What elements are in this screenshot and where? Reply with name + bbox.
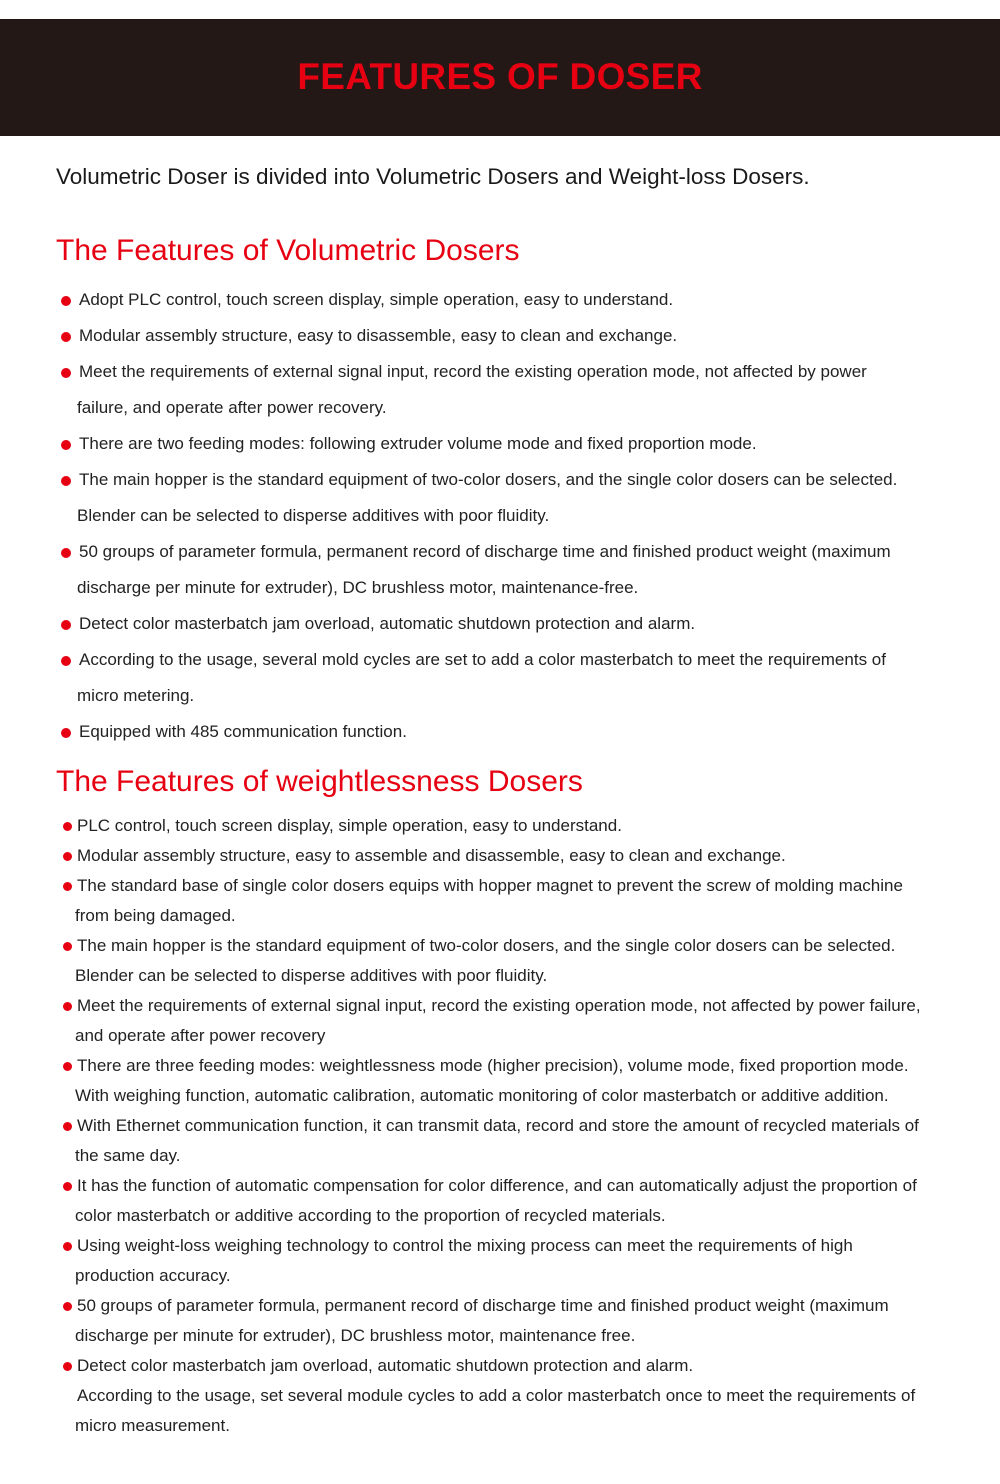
intro-text: Volumetric Doser is divided into Volumetric Dosers and Weight-loss Dosers. <box>56 164 810 189</box>
volumetric-feature-item-text: Equipped with 485 communication function. <box>79 722 407 741</box>
weightless-feature-item <box>60 991 980 1051</box>
weightless-feature-item-text: With weighing function, automatic calibration, automatic monitoring of color masterbatch or additive addition. <box>75 1086 889 1105</box>
weightless-feature-item <box>60 1111 980 1171</box>
bullet-icon <box>61 368 71 378</box>
volumetric-feature-item <box>58 714 978 750</box>
weightless-feature-list <box>60 811 980 1441</box>
volumetric-feature-item-text: Detect color masterbatch jam overload, automatic shutdown protection and alarm. <box>79 614 696 633</box>
volumetric-feature-item-text: micro metering. <box>77 686 195 705</box>
header-banner <box>0 19 1000 136</box>
weightless-feature-item-text: and operate after power recovery <box>75 1026 326 1045</box>
bullet-icon <box>61 296 71 306</box>
weightless-feature-item-text: There are three feeding modes: weightlessness mode (higher precision), volume mode, fixed proportion mode. <box>77 1056 909 1075</box>
volumetric-feature-item-text: Blender can be selected to disperse additives with poor fluidity. <box>77 506 550 525</box>
bullet-icon <box>61 728 71 738</box>
weightless-feature-item <box>60 1381 980 1441</box>
volumetric-feature-item-text: 50 groups of parameter formula, permanent record of discharge time and finished product weight (maximum <box>79 542 891 561</box>
weightless-feature-item-text: discharge per minute for extruder), DC brushless motor, maintenance free. <box>75 1326 636 1345</box>
volumetric-feature-item <box>58 462 978 534</box>
bullet-icon <box>63 1182 72 1191</box>
weightless-feature-item <box>60 1171 980 1231</box>
weightless-feature-item-text: color masterbatch or additive according to the proportion of recycled materials. <box>75 1206 666 1225</box>
volumetric-feature-item <box>58 606 978 642</box>
weightless-heading: The Features of weightlessness Dosers <box>56 765 583 798</box>
volumetric-feature-item-text: There are two feeding modes: following extruder volume mode and fixed proportion mode. <box>79 434 757 453</box>
weightless-feature-item <box>60 1351 980 1381</box>
volumetric-feature-item <box>58 282 978 318</box>
weightless-feature-item-text: Detect color masterbatch jam overload, automatic shutdown protection and alarm. <box>77 1356 694 1375</box>
bullet-icon <box>63 1302 72 1311</box>
volumetric-feature-item <box>58 354 978 426</box>
volumetric-feature-item <box>58 534 978 606</box>
bullet-icon <box>61 332 71 342</box>
weightless-feature-item-text: Meet the requirements of external signal input, record the existing operation mode, not affected by power failure, <box>77 996 921 1015</box>
weightless-feature-item-text: micro measurement. <box>75 1416 230 1435</box>
bullet-icon <box>63 822 72 831</box>
weightless-feature-item-text: Modular assembly structure, easy to assemble and disassemble, easy to clean and exchange. <box>77 846 786 865</box>
bullet-icon <box>61 656 71 666</box>
volumetric-feature-item-text: Adopt PLC control, touch screen display, simple operation, easy to understand. <box>79 290 674 309</box>
volumetric-feature-item <box>58 642 978 714</box>
volumetric-feature-item-text: Meet the requirements of external signal input, record the existing operation mode, not affected by power <box>79 362 867 381</box>
weightless-feature-item-text: The standard base of single color dosers equips with hopper magnet to prevent the screw of molding machine <box>77 876 903 895</box>
weightless-feature-item-text: The main hopper is the standard equipment of two-color dosers, and the single color dosers can be selected. <box>77 936 896 955</box>
weightless-feature-item <box>60 931 980 991</box>
volumetric-feature-item-text: According to the usage, several mold cycles are set to add a color masterbatch to meet the requirements of <box>79 650 886 669</box>
weightless-feature-item <box>60 1231 980 1291</box>
volumetric-feature-item <box>58 426 978 462</box>
bullet-icon <box>63 852 72 861</box>
bullet-icon <box>63 1062 72 1071</box>
weightless-feature-item <box>60 1291 980 1351</box>
bullet-icon <box>63 1122 72 1131</box>
bullet-icon <box>61 620 71 630</box>
weightless-feature-item-text: According to the usage, set several module cycles to add a color masterbatch once to meet the requirements of <box>77 1386 916 1405</box>
volumetric-feature-item-text: failure, and operate after power recovery. <box>77 398 387 417</box>
weightless-feature-item-text: Using weight-loss weighing technology to control the mixing process can meet the requirements of high <box>77 1236 853 1255</box>
bullet-icon <box>61 440 71 450</box>
volumetric-feature-item-text: Modular assembly structure, easy to disassemble, easy to clean and exchange. <box>79 326 678 345</box>
volumetric-feature-item-text: The main hopper is the standard equipment of two-color dosers, and the single color dosers can be selected. <box>79 470 898 489</box>
weightless-feature-item-text: PLC control, touch screen display, simple operation, easy to understand. <box>77 816 622 835</box>
weightless-feature-item <box>60 871 980 931</box>
weightless-feature-item <box>60 841 980 871</box>
bullet-icon <box>63 1362 72 1371</box>
page-title: FEATURES OF DOSER <box>297 55 703 97</box>
bullet-icon <box>61 476 71 486</box>
weightless-feature-item-text: With Ethernet communication function, it can transmit data, record and store the amount of recycled materials of <box>77 1116 919 1135</box>
weightless-feature-item-text: production accuracy. <box>75 1266 231 1285</box>
bullet-icon <box>63 882 72 891</box>
weightless-feature-item <box>60 811 980 841</box>
volumetric-heading: The Features of Volumetric Dosers <box>56 234 520 267</box>
bullet-icon <box>63 942 72 951</box>
weightless-feature-item-text: the same day. <box>75 1146 181 1165</box>
weightless-feature-item-text: It has the function of automatic compensation for color difference, and can automatically adjust the proportion of <box>77 1176 917 1195</box>
bullet-icon <box>63 1002 72 1011</box>
weightless-feature-item-text: 50 groups of parameter formula, permanent record of discharge time and finished product weight (maximum <box>77 1296 889 1315</box>
volumetric-feature-item <box>58 318 978 354</box>
weightless-feature-item-text: from being damaged. <box>75 906 236 925</box>
volumetric-feature-item-text: discharge per minute for extruder), DC brushless motor, maintenance-free. <box>77 578 639 597</box>
bullet-icon <box>61 548 71 558</box>
bullet-icon <box>63 1242 72 1251</box>
volumetric-feature-list <box>58 282 978 750</box>
weightless-feature-item-text: Blender can be selected to disperse additives with poor fluidity. <box>75 966 548 985</box>
weightless-feature-item <box>60 1051 980 1111</box>
